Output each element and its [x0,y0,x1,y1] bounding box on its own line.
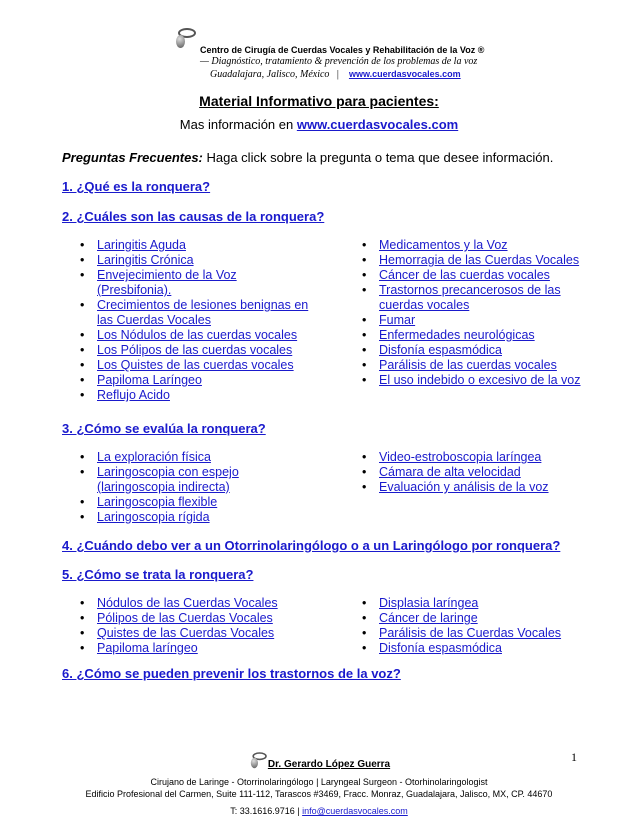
evaluation-list-left [80,450,310,525]
topic-link[interactable]: • Parálisis de las Cuerdas Vocales [362,626,602,641]
header-website-link[interactable]: www.cuerdasvocales.com [348,69,461,79]
topic-link[interactable]: • Medicamentos y la Voz [362,238,602,253]
topic-link[interactable]: • Video-estroboscopia laríngea [362,450,602,465]
topic-link[interactable]: • Cámara de alta velocidad [362,465,602,480]
treatment-list-right [362,596,602,656]
page-number: 1 [571,750,577,764]
topic-link[interactable]: • Trastornos precancerosos de las cuerdas vocales [362,283,602,313]
header [200,44,484,81]
website-link[interactable]: www.cuerdasvocales.com [296,117,459,132]
subtitle-text: Mas información en [179,117,297,132]
faq-2-link[interactable]: 2. ¿Cuáles son las causas de la ronquera? [62,209,325,224]
topic-link[interactable]: • Reflujo Acido [80,388,310,403]
topic-link[interactable]: • Evaluación y análisis de la voz [362,480,602,495]
footer-name: Dr. Gerardo López Guerra [267,759,391,770]
footer-line1: Cirujano de Laringe - Otorrinolaringólogo | Laryngeal Surgeon - Otorhinolaringologist [150,777,488,787]
footer-line2: Edificio Profesional del Carmen, Suite 111-112, Tarascos #3469, Fracc. Monraz, Guadalajara, Jalisco, MX, CP. 44670 [85,789,553,799]
causes-list-right [362,238,602,388]
topic-link[interactable]: • Parálisis de las cuerdas vocales [362,358,602,373]
intro-text: Haga click sobre la pregunta o tema que desee información. [202,150,554,165]
topic-link[interactable]: • Cáncer de las cuerdas vocales [362,268,602,283]
topic-link[interactable]: • Disfonía espasmódica [362,343,602,358]
subtitle [0,117,638,132]
topic-link[interactable]: • Cáncer de laringe [362,611,602,626]
topic-link[interactable]: • Disfonía espasmódica [362,641,602,656]
evaluation-list-right [362,450,602,495]
topic-link[interactable]: • Hemorragia de las Cuerdas Vocales [362,253,602,268]
topic-link[interactable]: • Laringoscopia con espejo (laringoscopia indirecta) [80,465,310,495]
topic-link[interactable]: • Laringitis Aguda [80,238,310,253]
topic-link[interactable]: • Los Quistes de las cuerdas vocales [80,358,310,373]
topic-link[interactable]: • Displasia laríngea [362,596,602,611]
topic-link[interactable]: • La exploración física [80,450,310,465]
topic-link[interactable]: • Fumar [362,313,602,328]
topic-link[interactable]: • Laringoscopia flexible [80,495,310,510]
topic-link[interactable]: • El uso indebido o excesivo de la voz [362,373,602,388]
topic-link[interactable]: • Envejecimiento de la Voz (Presbifonia). [80,268,310,298]
header-location: Guadalajara, Jalisco, México [210,69,330,80]
faq-6-link[interactable]: 6. ¿Cómo se pueden prevenir los trastornos de la voz? [62,666,401,681]
topic-link[interactable]: • Crecimientos de lesiones benignas en las Cuerdas Vocales [80,298,310,328]
intro [62,150,553,165]
logo-icon [176,28,194,50]
topic-link[interactable]: • Laringitis Crónica [80,253,310,268]
causes-list-left [80,238,310,403]
topic-link[interactable]: • Los Pólipos de las cuerdas vocales [80,343,310,358]
header-org: Centro de Cirugía de Cuerdas Vocales y Rehabilitación de la Voz ® [200,45,485,55]
header-tagline: — Diagnóstico, tratamiento & prevención de los problemas de la voz [200,56,478,67]
faq-1-link[interactable]: 1. ¿Qué es la ronquera? [62,179,211,194]
separator: | [336,69,339,80]
topic-link[interactable]: • Laringoscopia rígida [80,510,310,525]
treatment-list-left [80,596,310,656]
faq-4-link[interactable]: 4. ¿Cuándo debo ver a un Otorrinolaringólogo o a un Laringólogo por ronquera? [62,538,561,553]
faq-3-link[interactable]: 3. ¿Cómo se evalúa la ronquera? [62,421,266,436]
topic-link[interactable]: • Enfermedades neurológicas [362,328,602,343]
topic-link[interactable]: • Pólipos de las Cuerdas Vocales [80,611,310,626]
footer-phone: T: 33.1616.9716 | [230,806,303,816]
intro-label: Preguntas Frecuentes: [62,150,203,165]
topic-link[interactable]: • Papiloma laríngeo [80,641,310,656]
topic-link[interactable]: • Papiloma Laríngeo [80,373,310,388]
topic-link[interactable]: • Nódulos de las Cuerdas Vocales [80,596,310,611]
topic-link[interactable]: • Quistes de las Cuerdas Vocales [80,626,310,641]
faq-5-link[interactable]: 5. ¿Cómo se trata la ronquera? [62,567,254,582]
topic-link[interactable]: • Los Nódulos de las cuerdas vocales [80,328,310,343]
footer-email-link[interactable]: info@cuerdasvocales.com [302,806,408,816]
page-title: Material Informativo para pacientes: [199,93,439,109]
